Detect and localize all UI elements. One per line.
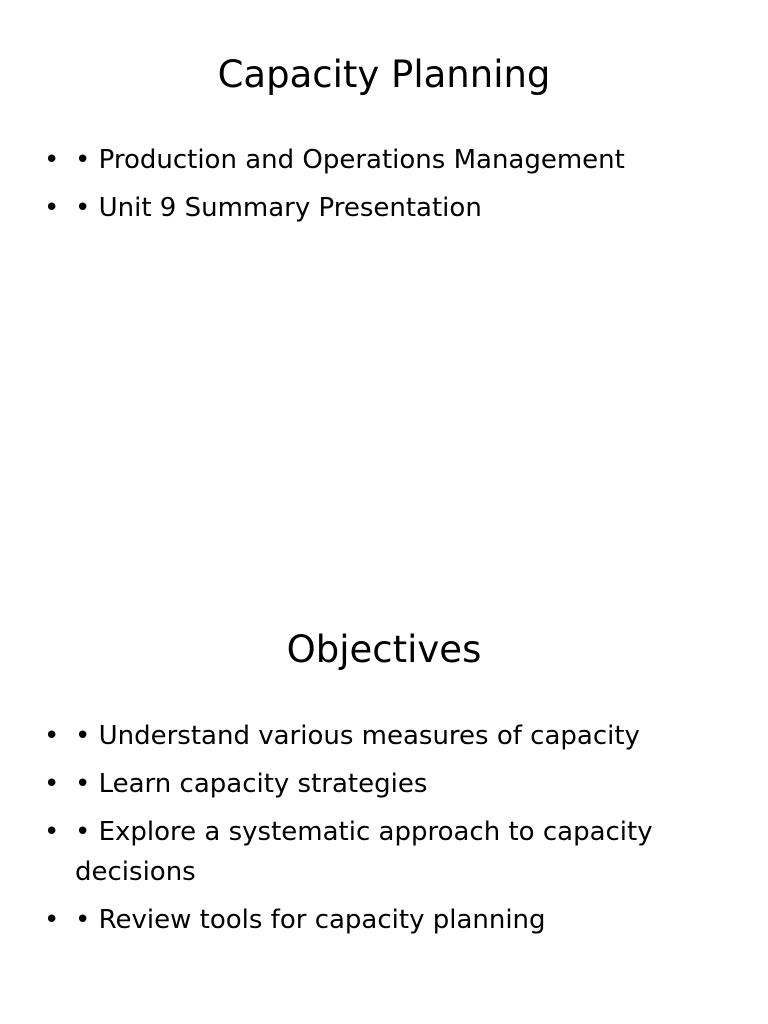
bullet-icon: •	[44, 769, 60, 799]
list-item-text: • Unit 9 Summary Presentation	[75, 193, 482, 223]
bullet-list	[0, 140, 768, 236]
list-item	[0, 188, 768, 228]
list-item-text: • Learn capacity strategies	[75, 769, 428, 799]
slide-objectives	[0, 576, 768, 1024]
bullet-icon: •	[44, 817, 60, 847]
list-item	[0, 716, 768, 756]
slide-title: Objectives	[286, 628, 482, 671]
bullet-list	[0, 716, 768, 948]
slide-title: Capacity Planning	[217, 53, 551, 96]
list-item	[0, 900, 768, 940]
list-item	[0, 764, 768, 804]
list-item-text: • Production and Operations Management	[75, 145, 625, 175]
list-item-text: • Explore a systematic approach to capacity decisions	[75, 817, 653, 887]
list-item	[0, 812, 768, 892]
list-item-text: • Understand various measures of capacity	[75, 721, 640, 751]
bullet-icon: •	[44, 721, 60, 751]
bullet-icon: •	[44, 905, 60, 935]
list-item-text: • Review tools for capacity planning	[75, 905, 546, 935]
bullet-icon: •	[44, 193, 60, 223]
list-item	[0, 140, 768, 180]
bullet-icon: •	[44, 145, 60, 175]
